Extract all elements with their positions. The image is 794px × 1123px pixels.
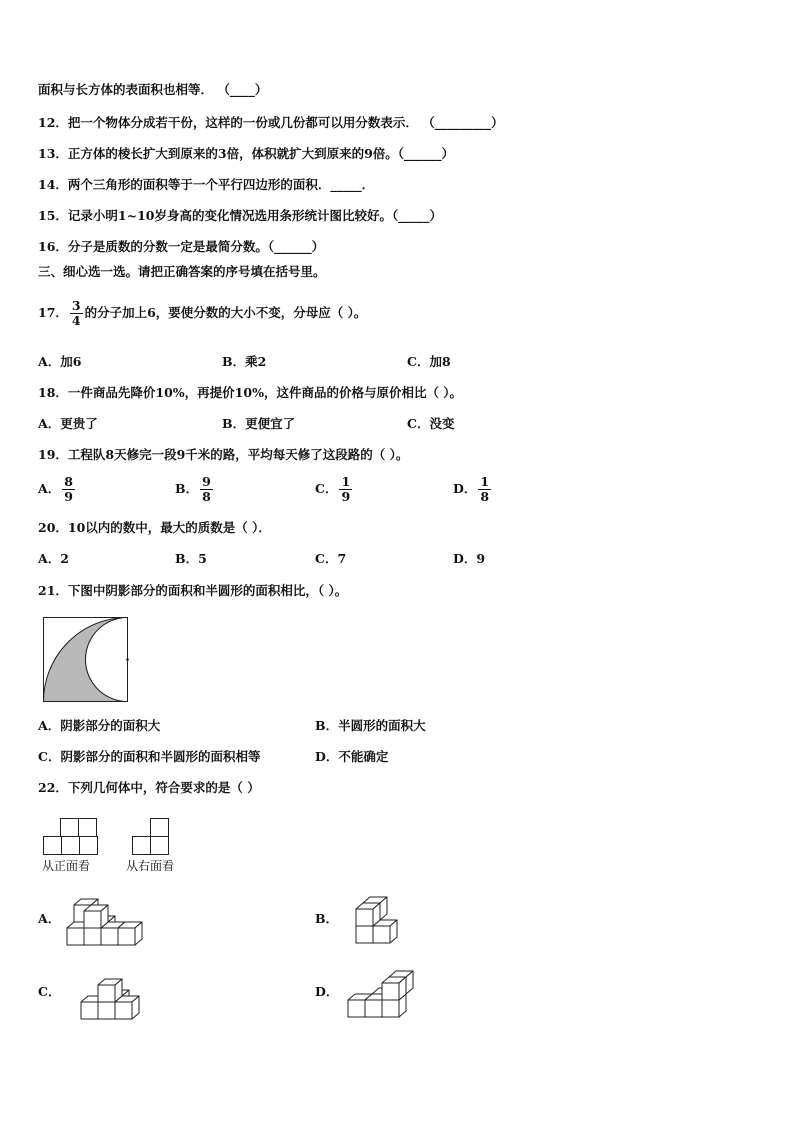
q19-option-c-label: C． [315, 481, 338, 496]
q19-option-d[interactable] [453, 472, 493, 506]
q19-d-numerator: 1 [480, 474, 490, 489]
question-21: 21．下图中阴影部分的面积和半圆形的面积相比，（ ）。 [38, 583, 348, 598]
q19-option-c-fraction [339, 475, 352, 504]
question-17 [38, 298, 366, 328]
q22-option-d-solid[interactable] [347, 966, 419, 1018]
q18-option-a[interactable]: A．更贵了 [38, 416, 98, 431]
question-13: 13．正方体的棱长扩大到原来的3倍，体积就扩大到原来的9倍。（______） [38, 146, 455, 161]
q19-a-denominator: 9 [64, 489, 73, 504]
front-view-caption: 从正面看 [42, 859, 91, 873]
q19-option-d-fraction [478, 475, 491, 504]
q17-fraction [70, 299, 83, 328]
cube [118, 922, 142, 945]
q19-option-d-label: D． [453, 481, 477, 496]
section-3-title: 三、细心选一选。请把正确答案的序号填在括号里。 [38, 264, 326, 279]
q22-option-a-label[interactable]: A． [38, 911, 61, 926]
q20-option-b[interactable]: B．5 [175, 551, 207, 566]
q20-option-c[interactable]: C．7 [315, 551, 347, 566]
q19-option-b-fraction [200, 475, 213, 504]
question-22: 22．下列几何体中，符合要求的是（ ） [38, 780, 260, 795]
cube [98, 979, 122, 1002]
cube [382, 977, 406, 1000]
question-12: 12．把一个物体分成若干份，这样的一份或几份都可以用分数表示． （_________） [38, 115, 504, 130]
q22-option-a-solid[interactable] [66, 896, 158, 946]
q19-c-denominator: 9 [341, 489, 351, 504]
q22-option-d-label[interactable]: D． [315, 984, 339, 999]
q17-option-c[interactable]: C．加8 [407, 354, 451, 369]
q18-option-b[interactable]: B．更便宜了 [222, 416, 296, 431]
q21-center-dot [126, 658, 129, 661]
q21-option-a[interactable]: A．阴影部分的面积大 [38, 718, 161, 733]
q22-option-b-label[interactable]: B． [315, 911, 339, 926]
q22-option-c-solid[interactable] [80, 974, 146, 1020]
question-20: 20．10以内的数中，最大的质数是（ ）． [38, 520, 271, 535]
q20-option-a[interactable]: A．2 [38, 551, 69, 566]
question-16: 16．分子是质数的分数一定是最简分数。（______） [38, 239, 325, 254]
q11-tail-text: 面积与长方体的表面积也相等． （____） [38, 82, 268, 97]
q19-d-denominator: 8 [480, 489, 490, 504]
question-14: 14．两个三角形的面积等于一个平行四边形的面积．_____． [38, 177, 375, 192]
q17-option-b[interactable]: B．乘2 [222, 354, 267, 369]
q19-option-a[interactable] [38, 472, 77, 506]
q20-option-d[interactable]: D．9 [453, 551, 486, 566]
q19-b-numerator: 9 [202, 474, 211, 489]
q19-option-c[interactable] [315, 472, 354, 506]
q19-a-numerator: 8 [64, 474, 73, 489]
q21-option-b[interactable]: B．半圆形的面积大 [315, 718, 426, 733]
q19-option-a-label: A． [38, 481, 61, 496]
q19-option-b-label: B． [175, 481, 199, 496]
right-view-caption: 从右面看 [126, 859, 175, 873]
q18-option-c[interactable]: C．没变 [407, 416, 455, 431]
q22-option-c-label[interactable]: C． [38, 984, 61, 999]
q21-figure [43, 617, 133, 705]
cube [84, 905, 108, 928]
q17-number: 17． [38, 305, 68, 320]
q19-b-denominator: 8 [202, 489, 211, 504]
q17-frac-numerator: 3 [71, 298, 81, 313]
q19-option-b[interactable] [175, 472, 215, 506]
q19-option-a-fraction [62, 475, 75, 504]
q17-text: 的分子加上6，要使分数的大小不变，分母应（ ）。 [84, 305, 367, 320]
q17-frac-denominator: 4 [71, 313, 81, 328]
q22-option-b-solid[interactable] [355, 898, 407, 944]
question-19: 19．工程队8天修完一段9千米的路，平均每天修了这段路的（ ）。 [38, 447, 409, 462]
question-15: 15．记录小明1~10岁身高的变化情况选用条形统计图比较好。（_____） [38, 208, 442, 223]
q21-option-d[interactable]: D．不能确定 [315, 749, 389, 764]
q21-option-c[interactable]: C．阴影部分的面积和半圆形的面积相等 [38, 749, 261, 764]
front-view-figure [43, 818, 99, 856]
q17-option-a[interactable]: A．加6 [38, 354, 82, 369]
q19-c-numerator: 1 [341, 474, 351, 489]
question-18: 18．一件商品先降价10%，再提价10%，这件商品的价格与原价相比（ ）。 [38, 385, 463, 400]
cube [356, 903, 380, 926]
right-view-figure [132, 818, 172, 856]
